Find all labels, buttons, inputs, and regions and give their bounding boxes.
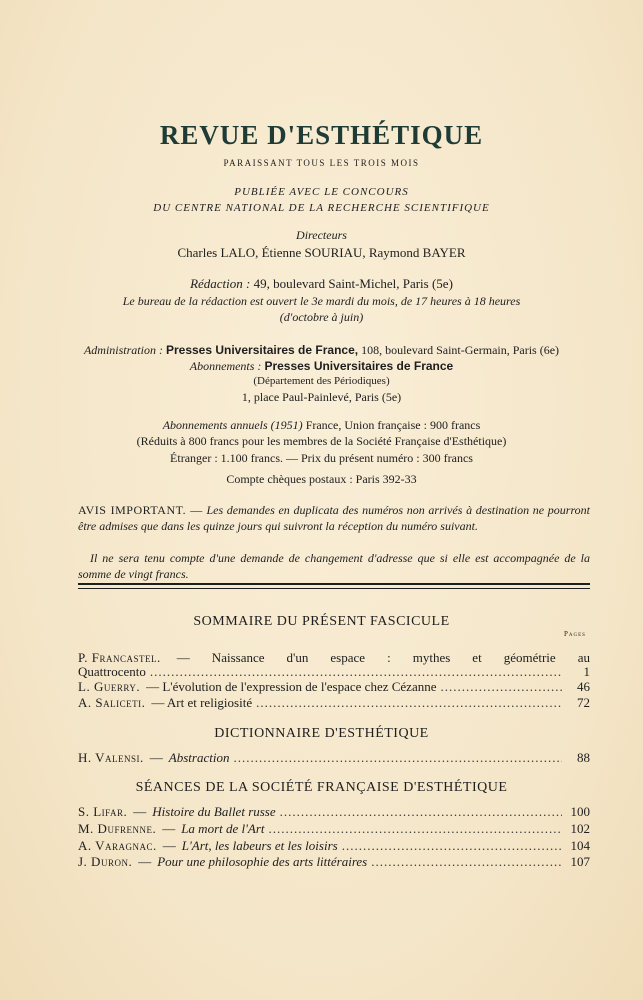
- administration-label: Administration :: [83, 343, 163, 357]
- toc-title: Pour une philosophie des arts littéraires: [157, 854, 368, 869]
- redaction-hours-2: (d'octobre à juin): [279, 310, 364, 324]
- avis-text-1: Les demandes en duplicata des numéros non arrivés à destination ne pourront être admises que dans les quinze jours qui suivront la réception du numéro suivant.: [78, 503, 591, 533]
- tarif-annuels-label: Abonnements annuels (1951): [162, 418, 303, 432]
- redaction-hours-1: Le bureau de la rédaction est ouvert le 3e mardi du mois, de 17 heures à 18 heures: [122, 294, 521, 308]
- toc-page: 1: [583, 664, 590, 679]
- toc-leader-dots: [342, 838, 562, 854]
- toc-title: L'Art, les labeurs et les loisirs: [181, 838, 338, 853]
- toc-page: 72: [577, 695, 590, 710]
- pages-column-label: Pages: [564, 630, 586, 638]
- journal-title: REVUE D'ESTHÉTIQUE: [159, 120, 484, 150]
- tarif-annuels: [0, 418, 643, 433]
- tarif-reduits: (Réduits à 800 francs pour les membres de la Société Française d'Esthétique): [136, 434, 507, 448]
- avis-paragraph-2: Il ne sera tenu compte d'une demande de changement d'adresse que si elle est accompagnée de la somme de vingt francs.: [78, 551, 590, 581]
- divider-rule-thick: [78, 583, 590, 585]
- toc-entry-guerry: [78, 679, 590, 695]
- administration-address: 108, boulevard Saint-Germain, Paris (6e): [361, 343, 560, 357]
- toc-entry-duron: J. Duron. — Pour une philosophie des arts littéraires ..... 107: [78, 854, 590, 870]
- toc-page: 100: [570, 804, 590, 819]
- toc-entry-varagnac: A. Varagnac. — L'Art, les labeurs et les loisirs ..... 104: [78, 838, 590, 854]
- toc-leader-dots: [150, 664, 562, 680]
- toc-title: — Naissance d'un espace : mythes et géométrie au: [176, 650, 590, 665]
- toc-author: L. Guerry.: [78, 679, 141, 694]
- toc-page: 107: [570, 854, 590, 869]
- toc-title: — Art et religiosité: [151, 695, 253, 710]
- abonnements-label: Abonnements :: [189, 359, 262, 373]
- toc-page: 102: [570, 821, 590, 836]
- compte-cheques: Compte chèques postaux : Paris 392-33: [226, 472, 417, 486]
- toc-leader-dots: [371, 854, 562, 870]
- toc-leader-dots: [269, 821, 562, 837]
- abonnements-address: 1, place Paul-Painlevé, Paris (5e): [241, 390, 402, 404]
- dictionnaire-heading: DICTIONNAIRE D'ESTHÉTIQUE: [214, 726, 429, 741]
- avis-label: AVIS IMPORTANT. —: [78, 503, 203, 517]
- toc-title: Histoire du Ballet russe: [152, 804, 276, 819]
- toc-author: A. Varagnac.: [78, 838, 157, 853]
- toc-author: P. Francastel.: [78, 650, 161, 665]
- toc-author: S. Lifar.: [78, 804, 128, 819]
- toc-author: A. Saliceti.: [78, 695, 146, 710]
- toc-page: 46: [577, 679, 590, 694]
- toc-entry-dufrenne: M. Dufrenne. — La mort de l'Art ..... 102: [78, 821, 590, 837]
- publie-line-2: DU CENTRE NATIONAL DE LA RECHERCHE SCIENTIFIQUE: [153, 202, 490, 214]
- toc-leader-dots: [256, 695, 562, 711]
- publie-line-1: PUBLIÉE AVEC LE CONCOURS: [234, 186, 409, 198]
- avis-paragraph-1: [78, 502, 590, 534]
- redaction-label: Rédaction :: [190, 276, 251, 291]
- directeurs-label: Directeurs: [296, 228, 347, 242]
- toc-page: 88: [577, 750, 590, 765]
- administration-name: Presses Universitaires de France,: [165, 343, 359, 357]
- toc-page: 104: [570, 838, 590, 853]
- departement-line: (Département des Périodiques): [253, 375, 390, 387]
- tarif-etranger: Étranger : 1.100 francs. — Prix du présent numéro : 300 francs: [170, 451, 473, 465]
- divider-rule-thin: [78, 588, 590, 589]
- toc-title-cont: Quattrocento: [78, 664, 146, 679]
- toc-entry-lifar: S. Lifar. — Histoire du Ballet russe ..... 100: [78, 804, 590, 820]
- abonnements-line: [0, 359, 643, 374]
- redaction-address: 49, boulevard Saint-Michel, Paris (5e): [253, 276, 453, 291]
- toc-title: Abstraction: [168, 750, 230, 765]
- administration-line: [0, 343, 643, 358]
- toc-author: J. Duron.: [78, 854, 133, 869]
- seances-heading: SÉANCES DE LA SOCIÉTÉ FRANÇAISE D'ESTHÉTIQUE: [135, 780, 508, 795]
- journal-subtitle: PARAISSANT TOUS LES TROIS MOIS: [223, 158, 420, 168]
- directeurs-names: Charles LALO, Étienne SOURIAU, Raymond BAYER: [177, 245, 466, 260]
- toc-leader-dots: [233, 750, 562, 766]
- toc-author: M. Dufrenne.: [78, 821, 157, 836]
- toc-entry-saliceti: [78, 695, 590, 711]
- abonnements-name: Presses Universitaires de France: [264, 359, 454, 373]
- toc-leader-dots: [280, 804, 562, 820]
- sommaire-heading: SOMMAIRE DU PRÉSENT FASCICULE: [193, 614, 450, 629]
- toc-title: La mort de l'Art: [181, 821, 265, 836]
- toc-entry-francastel-cont: [78, 664, 590, 680]
- toc-entry-valensi: H. Valensi. — Abstraction ..... 88: [78, 750, 590, 766]
- tarif-annuels-value: France, Union française : 900 francs: [305, 418, 481, 432]
- toc-author: H. Valensi.: [78, 750, 144, 765]
- redaction-line: [0, 276, 643, 292]
- toc-leader-dots: [440, 679, 562, 695]
- toc-title: — L'évolution de l'expression de l'espace chez Cézanne: [146, 679, 437, 694]
